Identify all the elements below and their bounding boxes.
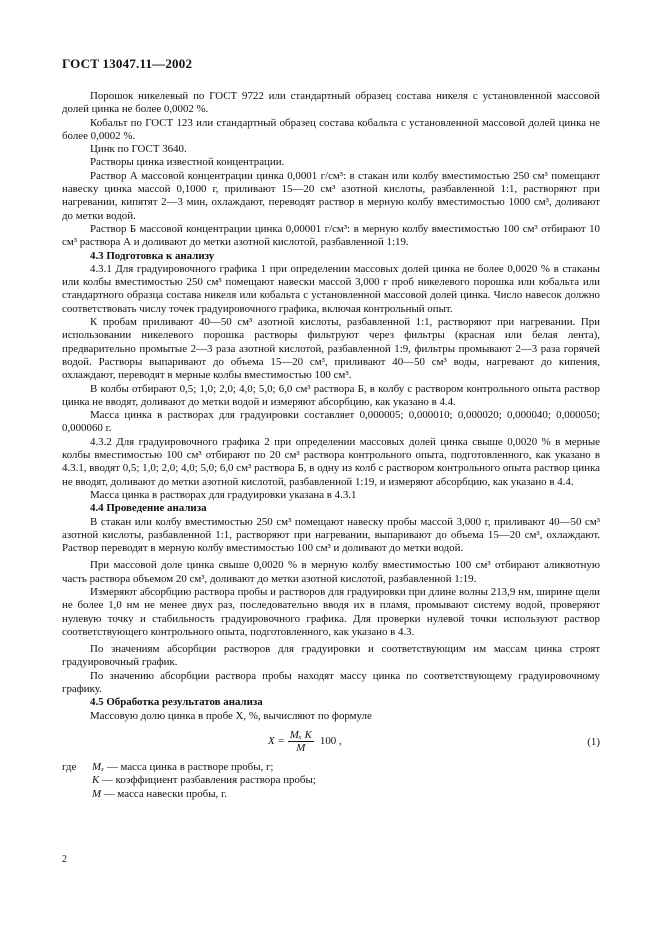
section-heading: 4.4 Проведение анализа (90, 502, 207, 515)
paragraph: Раствор Б массовой концентрации цинка 0,00001 г/см³: в мерную колбу вместимостью 100 см³ отбирают 10 см³ раствора А и доливают до метки азотной кислотой, разбавленной 1:19. (62, 222, 600, 249)
paragraph: Кобальт по ГОСТ 123 или стандартный образец состава кобальта с установленной массовой долей цинка не более 0,0002 %. (62, 116, 600, 142)
definition-symbol: M (92, 787, 102, 800)
paragraph: Измеряют абсорбцию раствора пробы и растворов для градуировки при длине волны 213,9 нм, ширине щели не более 1,0 нм не менее двух раз, последовательно вводя их в пламя, промывают систему водой, проверяют нулевую точку и стабильность градуировочного графика. Для проверки нулевой точки используют раствор соответствующего контрольного опыта, подготовленного, как указано в 4.3. (62, 585, 600, 638)
formula-tail: 100 , (319, 734, 342, 747)
formula-lhs: X = (268, 734, 285, 747)
definition-symbol: Mₓ (92, 760, 105, 773)
paragraph: Масса цинка в растворах для градуировки указана в 4.3.1 (90, 488, 357, 501)
paragraph: Раствор А массовой концентрации цинка 0,0001 г/см³: в стакан или колбу вместимостью 250 см³ помещают навеску цинка массой 0,1000 г, приливают 15—20 см³ азотной кислоты, разбавленной 1:1, растворяют при нагревании, кипятят 2—3 мин, охлаждают, переводят раствор в мерную колбу вместимостью 1000 см³, доливают до метки водой. (62, 169, 600, 222)
definition-lead: где (62, 760, 77, 773)
paragraph: К пробам приливают 40—50 см³ азотной кислоты, разбавленной 1:1, растворяют при нагревании. При использовании никелевого порошка растворы фильтруют через фильтры (красная или белая лента), предварительно промытые 2—3 раза азотной кислотой, разбавленной 1:9, фильтры промывают 2—3 раза горячей водой. Растворы выпаривают до объема 15—20 см³, приливают 40—50 см³ воды, нагревают до кипения, охлаждают, переводят в мерные колбы вместимостью 100 см³. (62, 316, 600, 382)
paragraph: Порошок никелевый по ГОСТ 9722 или стандартный образец состава никеля с установленной массовой долей цинка не более 0,0002 %. (62, 90, 600, 116)
paragraph: Цинк по ГОСТ 3640. (90, 143, 187, 156)
paragraph: Массовую долю цинка в пробе X, %, вычисляют по формуле (90, 709, 372, 722)
paragraph: В колбы отбирают 0,5; 1,0; 2,0; 4,0; 5,0; 6,0 см³ раствора Б, в колбу с раствором контрольного опыта раствор цинка не вводят, доливают до метки водой и измеряют абсорбцию, как указано в 4.4. (62, 382, 600, 408)
definition-symbol: K (92, 774, 100, 787)
formula-block (62, 727, 600, 759)
formula-number: (1) (587, 735, 600, 748)
definition-text: — коэффициент разбавления раствора пробы; (102, 774, 316, 787)
paragraph: По значению абсорбции раствора пробы находят массу цинка по соответствующему градуировочному графику. (62, 669, 600, 696)
definition-text: — масса навески пробы, г. (103, 787, 227, 800)
paragraph: В стакан или колбу вместимостью 250 см³ помещают навеску пробы массой 3,000 г, приливают 40—50 см³ азотной кислоты, разбавленной 1:1, растворяют при нагревании, выпаривают до объема 15—20 см³, охлаждают. Раствор переводят в мерную колбу вместимостью 100 см³ и доливают до метки водой. (62, 515, 600, 555)
document-header: ГОСТ 13047.11—2002 (62, 56, 193, 71)
paragraph: Масса цинка в растворах для градуировки составляет 0,000005; 0,000010; 0,000020; 0,000040; 0,000050; 0,000060 г. (62, 409, 600, 435)
formula-numerator: Mₓ K (289, 728, 312, 741)
formula-denominator: M (296, 741, 306, 754)
paragraph: 4.3.2 Для градуировочного графика 2 при определении массовых долей цинка свыше 0,0020 % в мерные колбы вместимостью 100 см³ отбирают по 20 см³ раствора контрольного опыта, подготовленного, как указано в 4.3.1, вводят 0,5; 1,0; 2,0; 4,0; 5,0; 6,0 см³ раствора Б, в одну из колб с раствором контрольного опыта раствор цинка не вводят, доливают до метки азотной кислотой, разбавленной 1:19, и измеряют абсорбцию, как указано в 4.4. (62, 435, 600, 488)
paragraph: Растворы цинка известной концентрации. (90, 156, 285, 169)
paragraph: При массовой доле цинка свыше 0,0020 % в мерную колбу вместимостью 100 см³ отбирают аликвотную часть раствора объемом 20 см³, доливают до метки азотной кислотой, разбавленной 1:19. (62, 559, 600, 585)
formula-fraction (288, 729, 314, 754)
formula-expression (268, 729, 342, 754)
paragraph: 4.3.1 Для градуировочного графика 1 при определении массовых долей цинка не более 0,0020 % в стаканы или колбы вместимостью 250 см³ помещают навески массой 3,000 г проб никелевого порошка или кобальта или стандартного образца состава никеля или кобальта с установленной массовой долей цинка. Число навесок должно соответствовать числу точек градуировочного графика, включая контрольный опыт. (62, 262, 600, 315)
variable-definitions (62, 761, 600, 801)
paragraph: По значениям абсорбции растворов для градуировки и соответствующим им массам цинка строят градуировочный график. (62, 643, 600, 669)
page-number: 2 (62, 854, 67, 865)
section-heading: 4.3 Подготовка к анализу (90, 249, 215, 262)
section-heading: 4.5 Обработка результатов анализа (90, 696, 263, 709)
definition-text: — масса цинка в растворе пробы, г; (106, 760, 274, 773)
definition-row (62, 774, 600, 787)
document-body (62, 90, 600, 801)
definition-row (62, 788, 600, 801)
definition-row (62, 761, 600, 774)
